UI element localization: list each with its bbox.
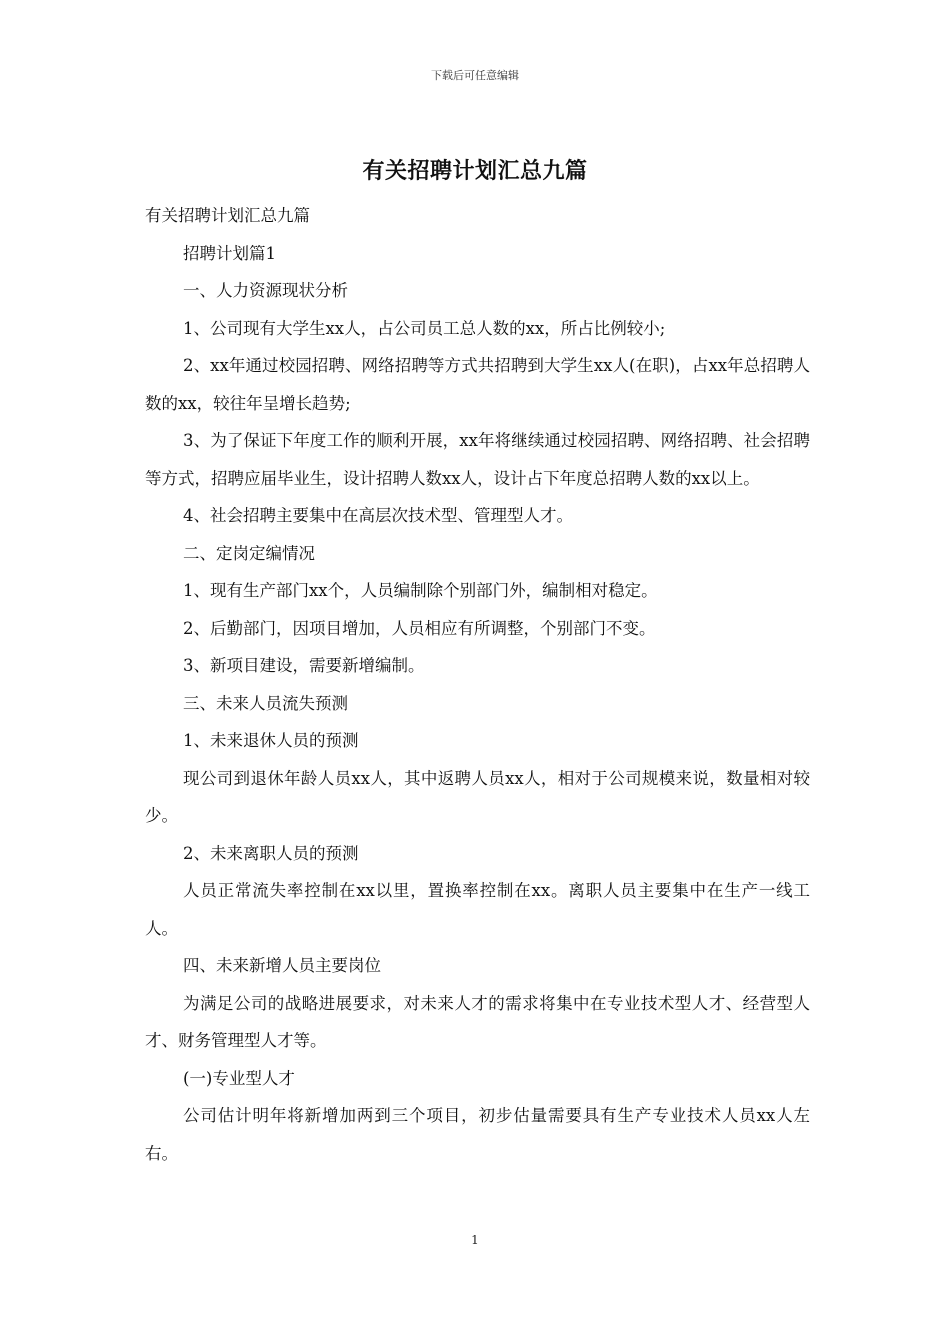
paragraph: 1、现有生产部门xx个，人员编制除个别部门外，编制相对稳定。 xyxy=(183,581,658,600)
paragraph-subheading: 2、未来离职人员的预测 xyxy=(183,843,359,863)
paragraph-subheading: 1、未来退休人员的预测 xyxy=(183,731,359,750)
paragraph: 3、新项目建设，需要新增编制。 xyxy=(183,656,425,675)
paragraph: 公司估计明年将新增加两到三个项目，初步估量需要具有生产专业技术人员xx人左右。 xyxy=(145,1106,810,1163)
paragraph-subheading: (一)专业型人才 xyxy=(183,1068,295,1088)
paragraph-heading-1: 一、人力资源现状分析 xyxy=(183,281,348,300)
paragraph: 现公司到退休年龄人员xx人，其中返聘人员xx人，相对于公司规模来说，数量相对较少。 xyxy=(145,768,810,825)
document-title: 有关招聘计划汇总九篇 xyxy=(362,158,588,184)
paragraph-heading-4: 四、未来新增人员主要岗位 xyxy=(183,956,381,975)
paragraph: 1、公司现有大学生xx人，占公司员工总人数的xx，所占比例较小; xyxy=(183,318,666,338)
document-body xyxy=(145,197,810,1172)
paragraph: 4、社会招聘主要集中在高层次技术型、管理型人才。 xyxy=(183,506,573,525)
header-note: 下载后可任意编辑 xyxy=(431,69,519,82)
paragraph: 3、为了保证下年度工作的顺利开展，xx年将继续通过校园招聘、网络招聘、社会招聘等方式，招聘应届毕业生，设计招聘人数xx人，设计占下年度总招聘人数的xx以上。 xyxy=(145,431,810,488)
paragraph: 2、后勤部门，因项目增加，人员相应有所调整，个别部门不变。 xyxy=(183,618,656,638)
page-number: 1 xyxy=(471,1233,479,1247)
paragraph: 2、xx年通过校园招聘、网络招聘等方式共招聘到大学生xx人(在职)，占xx年总招聘人数的xx，较往年呈增长趋势; xyxy=(145,356,810,413)
paragraph: 人员正常流失率控制在xx以里，置换率控制在xx。离职人员主要集中在生产一线工人。 xyxy=(145,881,810,938)
paragraph-heading-3: 三、未来人员流失预测 xyxy=(183,693,348,713)
paragraph-subtitle: 有关招聘计划汇总九篇 xyxy=(145,206,310,225)
paragraph-section-heading: 招聘计划篇1 xyxy=(183,243,276,263)
paragraph-heading-2: 二、定岗定编情况 xyxy=(183,543,315,563)
paragraph: 为满足公司的战略进展要求，对未来人才的需求将集中在专业技术型人才、经营型人才、财务管理型人才等。 xyxy=(145,993,810,1050)
